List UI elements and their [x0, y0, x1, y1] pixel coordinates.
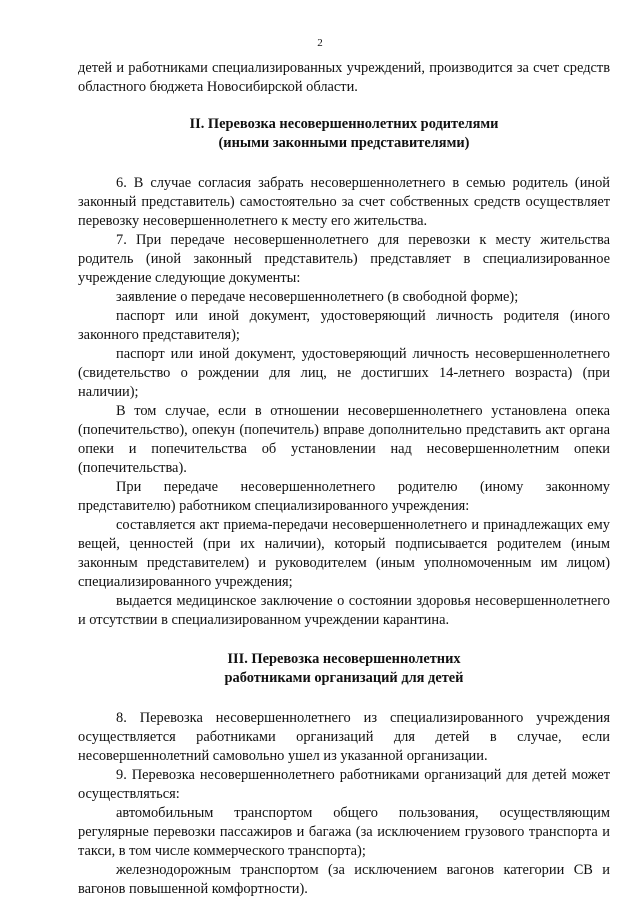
paragraph-7: 7. При передаче несовершеннолетнего для перевозки к месту жительства родитель (иной законный представитель) представляет в специализированное учреждение следующие документы:	[78, 232, 610, 286]
paragraph-guardianship: В том случае, если в отношении несовершеннолетнего установлена опека (попечительство), опекун (попечитель) вправе дополнительно представить акт органа опеки и попечительства об установлении над несовершеннолетним опеки (попечительства).	[78, 403, 610, 476]
list-item-parent-passport: паспорт или иной документ, удостоверяющий личность родителя (иного законного представителя);	[78, 308, 610, 343]
document-body	[78, 59, 610, 899]
paragraph-6: 6. В случае согласия забрать несовершеннолетнего в семью родитель (иной законный представитель) самостоятельно за счет собственных средств осуществляет перевозку несовершеннолетнего к месту его жительства.	[78, 175, 610, 229]
list-item-rail-transport: железнодорожным транспортом (за исключением вагонов категории СВ и вагонов повышенной комфортности).	[78, 862, 610, 897]
list-item-handover-act: составляется акт приема-передачи несовершеннолетнего и принадлежащих ему вещей, ценностей (при их наличии), который подписывается родителем (иным законным представителем) и руководителем (иным уполномоченным им лицом) специализированного учреждения;	[78, 517, 610, 590]
section-2-heading-line-2: (иными законными представителями)	[218, 135, 470, 151]
list-item-medical-conclusion: выдается медицинское заключение о состоянии здоровья несовершеннолетнего и отсутствии в специализированном учреждении карантина.	[78, 593, 610, 628]
section-3-heading-line-2: работниками организаций для детей	[224, 670, 464, 686]
section-3-heading	[78, 650, 610, 688]
paragraph-9: 9. Перевозка несовершеннолетнего работниками организаций для детей может осуществляться:	[78, 767, 610, 802]
list-item-minor-passport: паспорт или иной документ, удостоверяющий личность несовершеннолетнего (свидетельство о рождении для лиц, не достигших 14-летнего возраста) (при наличии);	[78, 346, 610, 400]
intro-paragraph: детей и работниками специализированных учреждений, производится за счет средств областного бюджета Новосибирской области.	[78, 60, 610, 95]
section-3-heading-line-1: III. Перевозка несовершеннолетних	[227, 651, 461, 667]
page-number: 2	[317, 37, 323, 49]
paragraph-8: 8. Перевозка несовершеннолетнего из специализированного учреждения осуществляется работниками организаций для детей в случае, если несовершеннолетний самовольно ушел из указанной организации.	[78, 710, 610, 764]
paragraph-handover: При передаче несовершеннолетнего родителю (иному законному представителю) работником специализированного учреждения:	[78, 479, 610, 514]
list-item-application: заявление о передаче несовершеннолетнего (в свободной форме);	[116, 289, 519, 305]
list-item-road-transport: автомобильным транспортом общего пользования, осуществляющим регулярные перевозки пассажиров и багажа (за исключением грузового транспорта и такси, в том числе коммерческого транспорта);	[78, 805, 610, 859]
section-2-heading-line-1: II. Перевозка несовершеннолетних родителями	[189, 116, 499, 132]
section-2-heading	[78, 115, 610, 153]
